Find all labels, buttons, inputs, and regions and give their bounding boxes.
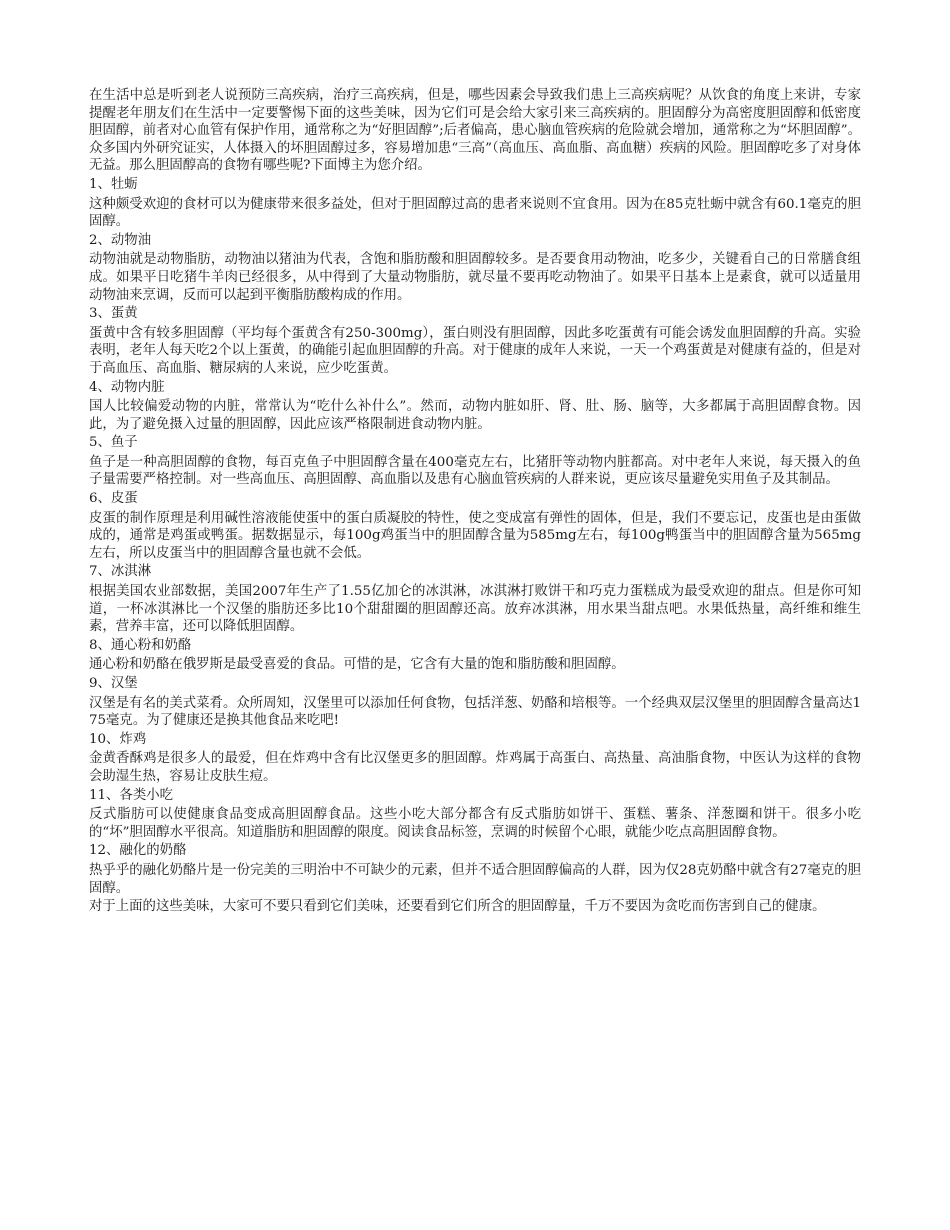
section-oyster <box>89 176 861 231</box>
section-heading: 5、鱼子 <box>89 435 138 451</box>
section-heading: 8、通心粉和奶酪 <box>89 637 192 653</box>
section-body: 反式脂肪可以使健康食品变成高胆固醇食品。这些小吃大部分都含有反式脂肪如饼干、蛋糕、薯条、洋葱圈和饼干。很多小吃的“坏”胆固醇水平很高。知道脂肪和胆固醇的限度。阅读食品标签，烹调的时候留个心眼，就能少吃点高胆固醇食物。 <box>89 807 861 840</box>
section-heading: 9、汉堡 <box>89 676 138 691</box>
section-snacks <box>89 787 861 842</box>
conclusion-paragraph: 对于上面的这些美味，大家可不要只看到它们美味，还要看到它们所含的胆固醇量，千万不要因为贪吃而伤害到自己的健康。 <box>89 899 826 915</box>
section-offal <box>89 379 861 434</box>
section-mac-and-cheese <box>89 637 861 674</box>
intro-paragraph: 在生活中总是听到老人说预防三高疾病，治疗三高疾病，但是，哪些因素会导致我们患上三高疾病呢？从饮食的角度上来讲，专家提醒老年朋友们在生活中一定要警惕下面的这些美味，因为它们可是会给大家引来三高疾病的。胆固醇分为高密度胆固醇和低密度胆固醇，前者对心血管有保护作用，通常称之为“好胆固醇”;后者偏高，患心脑血管疾病的危险就会增加，通常称之为“坏胆固醇”。众多国内外研究证实，人体摄入的坏胆固醇过多，容易增加患“三高”（高血压、高血脂、高血糖）疾病的风险。胆固醇吃多了对身体无益。那么胆固醇高的食物有哪些呢?下面博主为您介绍。 <box>89 88 861 174</box>
section-body: 热乎乎的融化奶酪片是一份完美的三明治中不可缺少的元素，但并不适合胆固醇偏高的人群，因为仅28克奶酪中就含有27毫克的胆固醇。 <box>89 862 861 896</box>
section-egg-yolk <box>89 305 861 377</box>
section-body: 通心粉和奶酪在俄罗斯是最受喜爱的食品。可惜的是，它含有大量的饱和脂肪酸和胆固醇。 <box>89 657 625 673</box>
section-body: 动物油就是动物脂肪，动物油以猪油为代表，含饱和脂肪酸和胆固醇较多。是否要食用动物油，吃多少，关键看自己的日常膳食组成。如果平日吃猪牛羊肉已经很多，从中得到了大量动物脂肪，就尽量不要再吃动物油了。如果平日基本上是素食，就可以适量用动物油来烹调，反而可以起到平衡脂肪酸构成的作用。 <box>89 252 861 303</box>
section-body: 皮蛋的制作原理是利用碱性溶液能使蛋中的蛋白质凝胶的特性，使之变成富有弹性的固体，但是，我们不要忘记，皮蛋也是由蛋做成的，通常是鸡蛋或鸭蛋。据数据显示，每100g鸡蛋当中的胆固醇含量为585mg左右，每100g鸭蛋当中的胆固醇含量为565mg左右，所以皮蛋当中的胆固醇含量也就不会低。 <box>89 510 861 561</box>
section-heading: 3、蛋黄 <box>89 306 138 322</box>
section-heading: 6、皮蛋 <box>89 491 138 507</box>
section-heading: 4、动物内脏 <box>89 379 165 395</box>
section-body: 鱼子是一种高胆固醇的食物，每百克鱼子中胆固醇含量在400毫克左右，比猪肝等动物内脏都高。对中老年人来说，每天摄入的鱼子量需要严格控制。对一些高血压、高胆固醇、高血脂以及患有心脑血管疾病的人群来说，更应该尽量避免实用鱼子及其制品。 <box>89 454 861 488</box>
section-body: 金黄香酥鸡是很多人的最爱，但在炸鸡中含有比汉堡更多的胆固醇。炸鸡属于高蛋白、高热量、高油脂食物，中医认为这样的食物会助湿生热，容易让皮肤生痘。 <box>89 751 861 784</box>
section-body: 根据美国农业部数据，美国2007年生产了1.55亿加仑的冰淇淋，冰淇淋打败饼干和巧克力蛋糕成为最受欢迎的甜点。但是你可知道，一杯冰淇淋比一个汉堡的脂肪还多比10个甜甜圈的胆固醇还高。放弃冰淇淋，用水果当甜点吧。水果低热量，高纤维和维生素，营养丰富，还可以降低胆固醇。 <box>89 584 861 635</box>
section-heading: 2、动物油 <box>89 232 152 248</box>
section-hamburger <box>89 675 861 730</box>
section-heading: 10、炸鸡 <box>89 731 147 747</box>
article <box>89 87 861 917</box>
section-heading: 12、融化的奶酪 <box>89 843 187 859</box>
section-heading: 7、冰淇淋 <box>89 564 152 580</box>
section-body: 这种颇受欢迎的食材可以为健康带来很多益处，但对于胆固醇过高的患者来说则不宜食用。因为在85克牡蛎中就含有60.1毫克的胆固醇。 <box>89 196 861 230</box>
section-body: 国人比较偏爱动物的内脏，常常认为“吃什么补什么”。然而，动物内脏如肝、肾、肚、肠、脑等，大多都属于高胆固醇食物。因此，为了避免摄入过量的胆固醇，因此应该严格限制进食动物内脏。 <box>89 399 861 432</box>
section-body: 蛋黄中含有较多胆固醇（平均每个蛋黄含有250-300mg），蛋白则没有胆固醇，因此多吃蛋黄有可能会诱发血胆固醇的升高。实验表明，老年人每天吃2个以上蛋黄，的确能引起血胆固醇的升高。对于健康的成年人来说，一天一个鸡蛋黄是对健康有益的，但是对于高血压、高血脂、糖尿病的人来说，应少吃蛋黄。 <box>89 325 861 376</box>
section-melted-cheese <box>89 842 861 897</box>
section-ice-cream <box>89 563 861 635</box>
section-body: 汉堡是有名的美式菜肴。众所周知，汉堡里可以添加任何食物，包括洋葱、奶酪和培根等。一个经典双层汉堡里的胆固醇含量高达175毫克。为了健康还是换其他食品来吃吧! <box>89 695 861 729</box>
section-century-egg <box>89 490 861 562</box>
section-heading: 1、牡蛎 <box>89 176 138 192</box>
section-fried-chicken <box>89 731 861 786</box>
section-animal-oil <box>89 232 861 304</box>
section-heading: 11、各类小吃 <box>89 787 173 803</box>
section-fish-roe <box>89 434 861 489</box>
